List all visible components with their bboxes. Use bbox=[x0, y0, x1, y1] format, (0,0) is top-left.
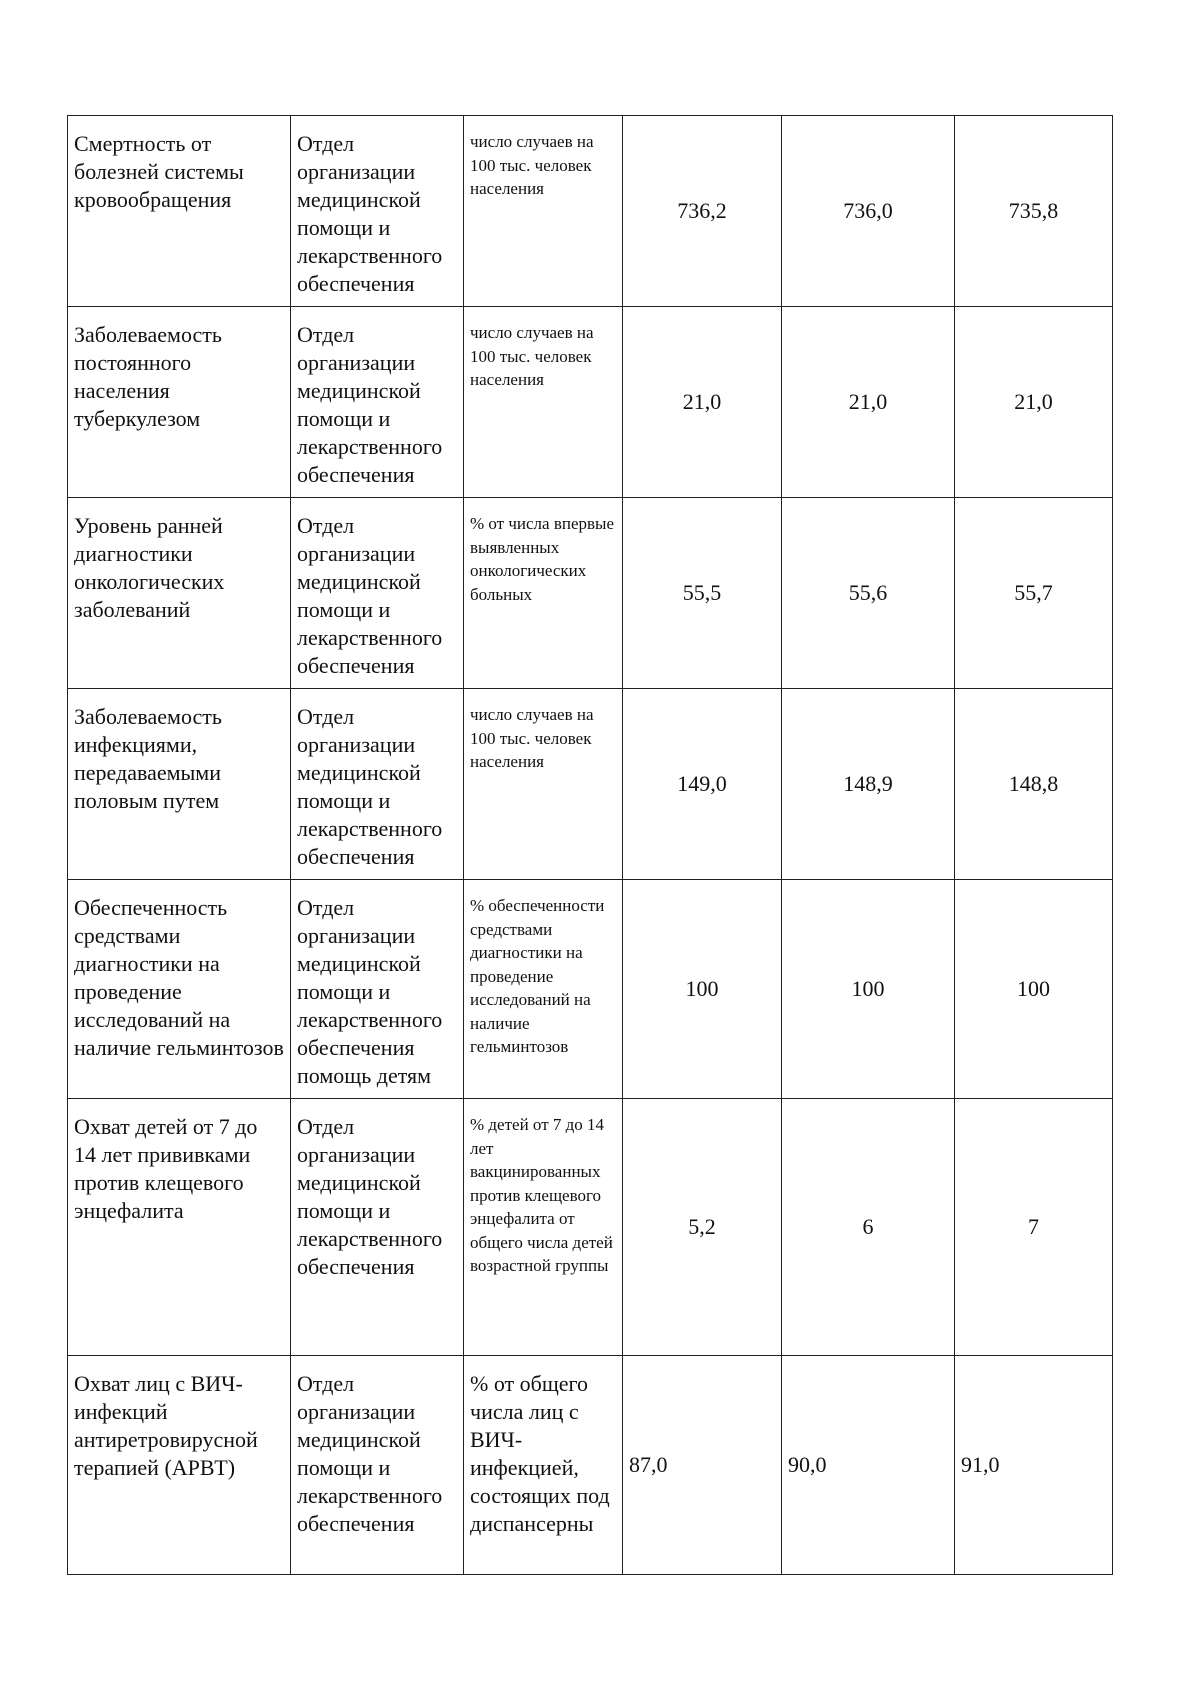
value-year-2: 6 bbox=[782, 1099, 955, 1356]
value-year-2: 736,0 bbox=[782, 116, 955, 307]
table-row bbox=[68, 1356, 1113, 1575]
value-year-1: 5,2 bbox=[623, 1099, 782, 1356]
indicator-name: Заболеваемость инфекциями, передаваемыми половым путем bbox=[68, 689, 291, 880]
value-year-1: 87,0 bbox=[623, 1356, 782, 1575]
value-year-2: 148,9 bbox=[782, 689, 955, 880]
value-year-1: 736,2 bbox=[623, 116, 782, 307]
unit-of-measure: % от общего числа лиц с ВИЧ-инфекцией, состоящих под диспансерны bbox=[464, 1356, 623, 1575]
responsible-department: Отдел организации медицинской помощи и лекарственного обеспечения bbox=[291, 307, 464, 498]
value-year-1: 149,0 bbox=[623, 689, 782, 880]
value-year-1: 100 bbox=[623, 880, 782, 1099]
value-year-3: 91,0 bbox=[955, 1356, 1113, 1575]
responsible-department: Отдел организации медицинской помощи и лекарственного обеспечения bbox=[291, 498, 464, 689]
indicators-table bbox=[67, 115, 1113, 1575]
value-year-3: 100 bbox=[955, 880, 1113, 1099]
responsible-department: Отдел организации медицинской помощи и лекарственного обеспечения bbox=[291, 1099, 464, 1356]
unit-of-measure: число случаев на 100 тыс. человек населения bbox=[464, 689, 623, 880]
value-year-2: 100 bbox=[782, 880, 955, 1099]
responsible-department: Отдел организации медицинской помощи и лекарственного обеспечения помощь детям bbox=[291, 880, 464, 1099]
indicator-name: Уровень ранней диагностики онкологических заболеваний bbox=[68, 498, 291, 689]
indicator-name: Охват лиц с ВИЧ-инфекций антиретровирусной терапией (АРВТ) bbox=[68, 1356, 291, 1575]
indicator-name: Охват детей от 7 до 14 лет прививками против клещевого энцефалита bbox=[68, 1099, 291, 1356]
table-row bbox=[68, 689, 1113, 880]
unit-of-measure: % от числа впервые выявленных онкологических больных bbox=[464, 498, 623, 689]
value-year-2: 21,0 bbox=[782, 307, 955, 498]
responsible-department: Отдел организации медицинской помощи и лекарственного обеспечения bbox=[291, 1356, 464, 1575]
table-row bbox=[68, 307, 1113, 498]
unit-of-measure: % детей от 7 до 14 лет вакцинированных против клещевого энцефалита от общего числа детей возрастной группы bbox=[464, 1099, 623, 1356]
table-row bbox=[68, 1099, 1113, 1356]
table-row bbox=[68, 116, 1113, 307]
value-year-3: 21,0 bbox=[955, 307, 1113, 498]
value-year-2: 90,0 bbox=[782, 1356, 955, 1575]
value-year-3: 7 bbox=[955, 1099, 1113, 1356]
value-year-3: 735,8 bbox=[955, 116, 1113, 307]
unit-of-measure: число случаев на 100 тыс. человек населения bbox=[464, 307, 623, 498]
table-row bbox=[68, 880, 1113, 1099]
table-row bbox=[68, 498, 1113, 689]
value-year-3: 148,8 bbox=[955, 689, 1113, 880]
value-year-1: 55,5 bbox=[623, 498, 782, 689]
unit-of-measure: число случаев на 100 тыс. человек населения bbox=[464, 116, 623, 307]
value-year-2: 55,6 bbox=[782, 498, 955, 689]
indicator-name: Смертность от болезней системы кровообращения bbox=[68, 116, 291, 307]
responsible-department: Отдел организации медицинской помощи и лекарственного обеспечения bbox=[291, 689, 464, 880]
value-year-1: 21,0 bbox=[623, 307, 782, 498]
unit-of-measure: % обеспеченности средствами диагностики на проведение исследований на наличие гельминтозов bbox=[464, 880, 623, 1099]
indicator-name: Заболеваемость постоянного населения туберкулезом bbox=[68, 307, 291, 498]
value-year-3: 55,7 bbox=[955, 498, 1113, 689]
responsible-department: Отдел организации медицинской помощи и лекарственного обеспечения bbox=[291, 116, 464, 307]
indicator-name: Обеспеченность средствами диагностики на проведение исследований на наличие гельминтозов bbox=[68, 880, 291, 1099]
